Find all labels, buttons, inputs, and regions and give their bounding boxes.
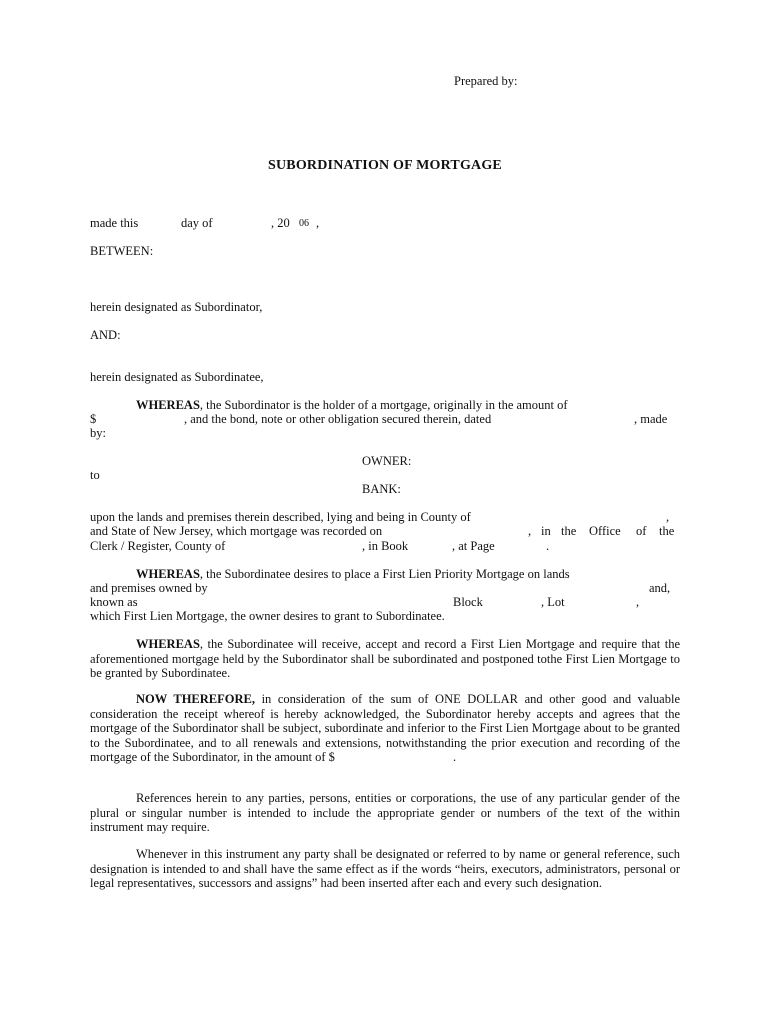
whereas2-known-as: known as: [90, 595, 138, 609]
lands-line2-the2: the: [659, 524, 675, 538]
lands-line2-the: the: [561, 524, 577, 538]
subordinatee-designation: herein designated as Subordinatee,: [90, 370, 264, 384]
references-text: References herein to any parties, persons, entities or corporations, the use of any particular gender of the plural or singular number is intended to include the appropriate gender or numbers of the text of the within instrument may require.: [90, 791, 680, 834]
lands-line2-of: of: [636, 524, 647, 538]
day-of-label: day of: [181, 216, 213, 230]
whereas1-by: by:: [90, 426, 106, 440]
whereas1-line1: [136, 398, 568, 413]
lands-line2-in: in: [541, 524, 551, 538]
prepared-by: Prepared by:: [454, 74, 518, 88]
lands-line2-office: Office: [589, 524, 621, 538]
lands-book: , in Book: [362, 539, 409, 553]
lands-line3: Clerk / Register, County of: [90, 539, 226, 553]
lands-line2-comma: ,: [528, 524, 532, 538]
whereas2-line1: [136, 567, 570, 582]
subordinator-designation: herein designated as Subordinator,: [90, 300, 263, 314]
whereas2-bold: WHEREAS: [136, 567, 200, 581]
whereas2-line2: and premises owned by: [90, 581, 208, 595]
lands-line1: upon the lands and premises therein described, lying and being in County of: [90, 510, 471, 524]
whereas2-text1: , the Subordinatee desires to place a First Lien Priority Mortgage on lands: [199, 567, 570, 581]
whereas3-paragraph: [90, 637, 680, 681]
whereas1-text2: , and the bond, note or other obligation secured therein, dated: [184, 412, 492, 426]
between-label: BETWEEN:: [90, 244, 154, 258]
year-prefix: , 20: [271, 216, 290, 230]
lands-end: .: [546, 539, 550, 553]
whereas2-line4: which First Lien Mortgage, the owner desires to grant to Subordinatee.: [90, 609, 445, 623]
references-paragraph: [90, 791, 680, 835]
lands-page: , at Page: [452, 539, 495, 553]
year-suffix: ,: [316, 216, 320, 230]
made-this-label: made this: [90, 216, 139, 230]
owner-label: OWNER:: [362, 454, 412, 468]
whenever-paragraph: [90, 847, 680, 891]
lands-line2: and State of New Jersey, which mortgage was recorded on: [90, 524, 383, 538]
whereas3-text: , the Subordinatee will receive, accept and record a First Lien Mortgage and require that the aforementioned mortgage held by the Subordinator shall be subordinated and postponed tothe First Lien Mortgage to be granted by Subordinatee.: [90, 637, 680, 680]
whereas1-text1: , the Subordinator is the holder of a mortgage, originally in the amount of: [199, 398, 568, 412]
whereas1-made: , made: [634, 412, 668, 426]
lands-line1-comma: ,: [666, 510, 670, 524]
document-title: SUBORDINATION OF MORTGAGE: [268, 158, 502, 173]
whereas2-lot-comma: ,: [636, 595, 640, 609]
now-therefore-paragraph: [90, 692, 680, 765]
whereas3-bold: WHEREAS: [136, 637, 200, 651]
now-therefore-bold: NOW THEREFORE,: [136, 692, 255, 706]
and-label: AND:: [90, 328, 121, 342]
year-value: 06: [299, 218, 309, 229]
bank-label: BANK:: [362, 482, 401, 496]
whereas2-lot: , Lot: [541, 595, 565, 609]
whereas1-dollar: $: [90, 412, 97, 426]
whereas1-bold: WHEREAS: [136, 398, 200, 412]
whereas2-and-visible: and,: [649, 581, 671, 595]
whereas2-block: Block: [453, 595, 483, 609]
whenever-text: Whenever in this instrument any party shall be designated or referred to by name or general reference, such designation is intended to and shall have the same effect as if the words “heirs, executors, administrators, personal or legal representatives, successors and assigns” had been inserted after each and every such designation.: [90, 847, 680, 890]
now-therefore-text: in consideration of the sum of ONE DOLLAR and other good and valuable consideration the receipt whereof is hereby acknowledged, the Subordinator hereby accepts and agrees that the mortgage of the Subordinator shall be subject, subordinate and inferior to the First Lien Mortgage about to be granted to the Subordinatee, and to all renewals and extensions, notwithstanding the prior execution and recording of the mortgage of the Subordinator, in the amount of $: [90, 692, 680, 764]
to-label: to: [90, 468, 100, 482]
now-therefore-end: .: [452, 750, 457, 764]
